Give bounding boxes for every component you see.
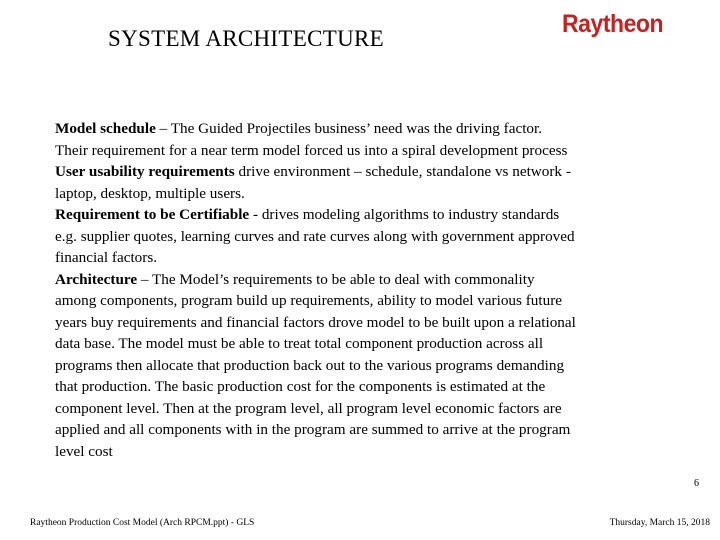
footer-filename: Raytheon Production Cost Model (Arch RPCM.ppt) - GLS <box>30 518 255 528</box>
line-text: e.g. supplier quotes, learning curves and rate curves along with government approved <box>55 227 575 245</box>
line-text: years buy requirements and financial factors drove model to be built upon a relational <box>55 313 576 331</box>
line-text: drive environment – schedule, standalone vs network - <box>234 163 571 180</box>
text-line <box>55 204 705 226</box>
text-line <box>55 355 705 377</box>
text-line <box>55 269 705 291</box>
bold-term: Requirement to be Certifiable <box>55 206 250 223</box>
text-line <box>55 441 705 463</box>
line-text: – The Model’s requirements to be able to deal with commonality <box>137 270 535 288</box>
line-text: component level. Then at the program level, all program level economic factors are <box>55 399 562 417</box>
text-line <box>55 183 705 205</box>
text-line <box>55 226 705 248</box>
text-line <box>55 398 705 420</box>
text-line <box>55 376 705 398</box>
line-text: Their requirement for a near term model forced us into a spiral development process <box>55 141 568 159</box>
text-line <box>55 140 705 162</box>
text-line <box>55 419 705 441</box>
line-text: level cost <box>55 442 113 460</box>
bold-term: Architecture <box>55 270 138 288</box>
text-line <box>55 161 705 183</box>
line-text: among components, program build up requirements, ability to model various future <box>55 292 562 309</box>
line-text: – The Guided Projectiles business’ need was the driving factor. <box>155 120 543 137</box>
text-line <box>55 118 705 140</box>
bold-term: Model schedule <box>55 120 156 137</box>
bold-term: User usability requirements <box>55 163 235 180</box>
raytheon-logo: Raytheon <box>562 10 664 38</box>
text-line <box>55 312 705 334</box>
slide-title: SYSTEM ARCHITECTURE <box>108 26 384 51</box>
text-line <box>55 333 705 355</box>
page-number: 6 <box>694 478 699 489</box>
line-text: applied and all components with in the program are summed to arrive at the program <box>55 421 571 438</box>
footer-date: Thursday, March 15, 2018 <box>609 518 710 528</box>
body-text <box>55 118 705 462</box>
line-text: - drives modeling algorithms to industry standards <box>249 206 560 223</box>
line-text: that production. The basic production cost for the components is estimated at the <box>55 378 546 395</box>
text-line <box>55 247 705 269</box>
line-text: financial factors. <box>55 249 158 266</box>
line-text: data base. The model must be able to treat total component production across all <box>55 335 544 352</box>
text-line <box>55 290 705 312</box>
line-text: laptop, desktop, multiple users. <box>55 184 245 202</box>
line-text: programs then allocate that production back out to the various programs demanding <box>55 356 565 374</box>
